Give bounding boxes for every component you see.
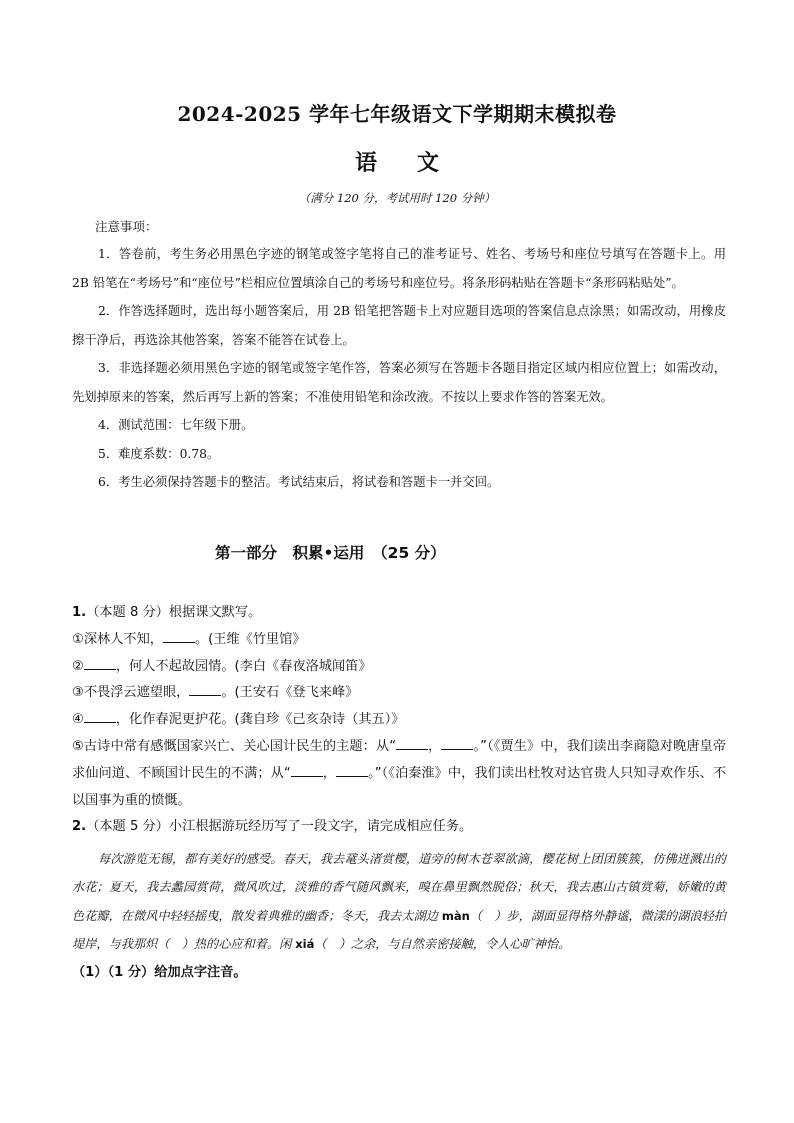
notice-item: 3．非选择题必须用黑色字迹的钢笔或签字笔作答，答案必须写在答题卡各题目指定区域内相应位置上；如需改动，先划掉原来的答案，然后再写上新的答案；不准使用铅笔和涂改液。不按以上要求作答的答案无效。 (72, 361, 726, 404)
notice-item: 6．考生必须保持答题卡的整洁。考试结束后，将试卷和答题卡一并交回。 (98, 475, 500, 489)
question-1-line-5 (72, 734, 726, 814)
question-2-sub-1 (72, 960, 726, 987)
questions-area (72, 600, 726, 987)
notice-item: 4．测试范围：七年级下册。 (98, 418, 254, 432)
notice-list (72, 240, 726, 497)
question-text: 小江根据游玩经历写了一段文字，请完成相应任务。 (168, 819, 473, 835)
answer-blank[interactable] (396, 736, 428, 750)
question-1-line-1 (72, 627, 726, 654)
line-text: 。”（《贾生》中，我们读出李商隐对晚唐皇帝求仙问道、不顾国计民生的不满；从“ (72, 738, 727, 781)
line-text: ，化作春泥更护花。(龚自珍《己亥杂诗（其五）》 (115, 712, 405, 728)
line-text: ， (428, 738, 442, 754)
answer-blank[interactable] (84, 656, 116, 670)
passage-text: 每次游览无锡，都有美好的感受。春天，我去鼋头渚赏樱，道旁的树木苍翠欲滴，樱花树上团团簇簇，仿佛迸溅出的水花；夏天，我去蠡园赏荷，微风吹过，淡雅的香气随风飘来，嗅在鼻里飘然脱俗；秋天，我去惠山古镇赏菊，娇嫩的黄色花瓣，在微风中轻轻摇曳，散发着典雅的幽香；冬天，我去太湖边 (72, 852, 726, 923)
question-1-line-4 (72, 707, 726, 734)
answer-blank[interactable] (336, 763, 368, 777)
passage-text: （ ）步，湖面显得格外静谧，微漾的湖浪轻拍堤岸，与我那炽（ ）热的心应和着。闲 (72, 908, 727, 951)
question-2-stem (72, 814, 726, 841)
line-text: ， (322, 765, 337, 781)
passage-text: （ ）之余，与自然亲密接触，令人心旷神怡。 (314, 936, 571, 951)
line-text: 。(王安石《登飞来峰》 (221, 685, 359, 701)
answer-blank[interactable] (84, 709, 116, 723)
question-number: 1. (72, 605, 87, 620)
line-text: ② (72, 658, 84, 674)
subject-title (0, 146, 794, 177)
line-text: ⑤古诗中常有感慨国家兴亡、关心国计民生的主题：从“ (72, 738, 397, 754)
subject-char-2: 文 (417, 150, 440, 176)
reading-passage (72, 845, 726, 958)
notice-heading: 注意事项： (95, 219, 158, 234)
subject-char-1: 语 (354, 150, 377, 176)
answer-blank[interactable] (163, 629, 195, 643)
line-text: ③不畏浮云遮望眼， (72, 685, 190, 701)
line-text: ，何人不起故园情。(李白《春夜洛城闻笛》 (115, 658, 372, 674)
line-text: 。(王维《竹里馆》 (194, 631, 306, 647)
answer-blank[interactable] (441, 736, 473, 750)
line-text: ④ (72, 712, 84, 728)
exam-title: 2024-2025 学年七年级语文下学期期末模拟卷 (177, 102, 617, 126)
question-score: （本题 5 分） (86, 819, 169, 835)
line-text: 。”（《泊秦淮》中，我们读出杜牧对达官贵人只知寻欢作乐、不以国事为重的愤慨。 (72, 765, 727, 808)
exam-meta: （满分 120 分，考试用时 120 分钟） (298, 191, 496, 205)
question-1-line-2 (72, 654, 726, 681)
answer-blank[interactable] (291, 763, 323, 777)
question-1-stem (72, 600, 726, 627)
answer-blank[interactable] (189, 682, 221, 696)
pinyin-hint: màn (441, 908, 470, 923)
notice-item: 2．作答选择题时，选出每小题答案后，用 2B 铅笔把答题卡上对应题目选项的答案信息点涂黑；如需改动，用橡皮擦干净后，再选涂其他答案，答案不能答在试卷上。 (72, 304, 726, 347)
notice-item: 5．难度系数：0.78。 (98, 446, 220, 461)
part-one-heading: 第一部分 积累•运用 （25 分） (215, 544, 446, 562)
question-score: （本题 8 分） (86, 605, 169, 620)
line-text: ①深林人不知， (72, 631, 163, 647)
question-text: 根据课文默写。 (168, 605, 262, 620)
notice-item: 1．答卷前，考生务必用黑色字迹的钢笔或签字笔将自己的准考证号、姓名、考场号和座位号填写在答题卡上。用 2B 铅笔在“考场号”和“座位号”栏相应位置填涂自己的考场号和座位号。将条形码粘贴在答题卡“条形码粘贴处”。 (72, 247, 726, 290)
pinyin-hint: xiá (295, 936, 315, 951)
question-1-line-3 (72, 680, 726, 707)
sub-question-text: （1）（1 分）给加点字注音。 (72, 964, 247, 980)
question-number: 2. (72, 819, 87, 835)
